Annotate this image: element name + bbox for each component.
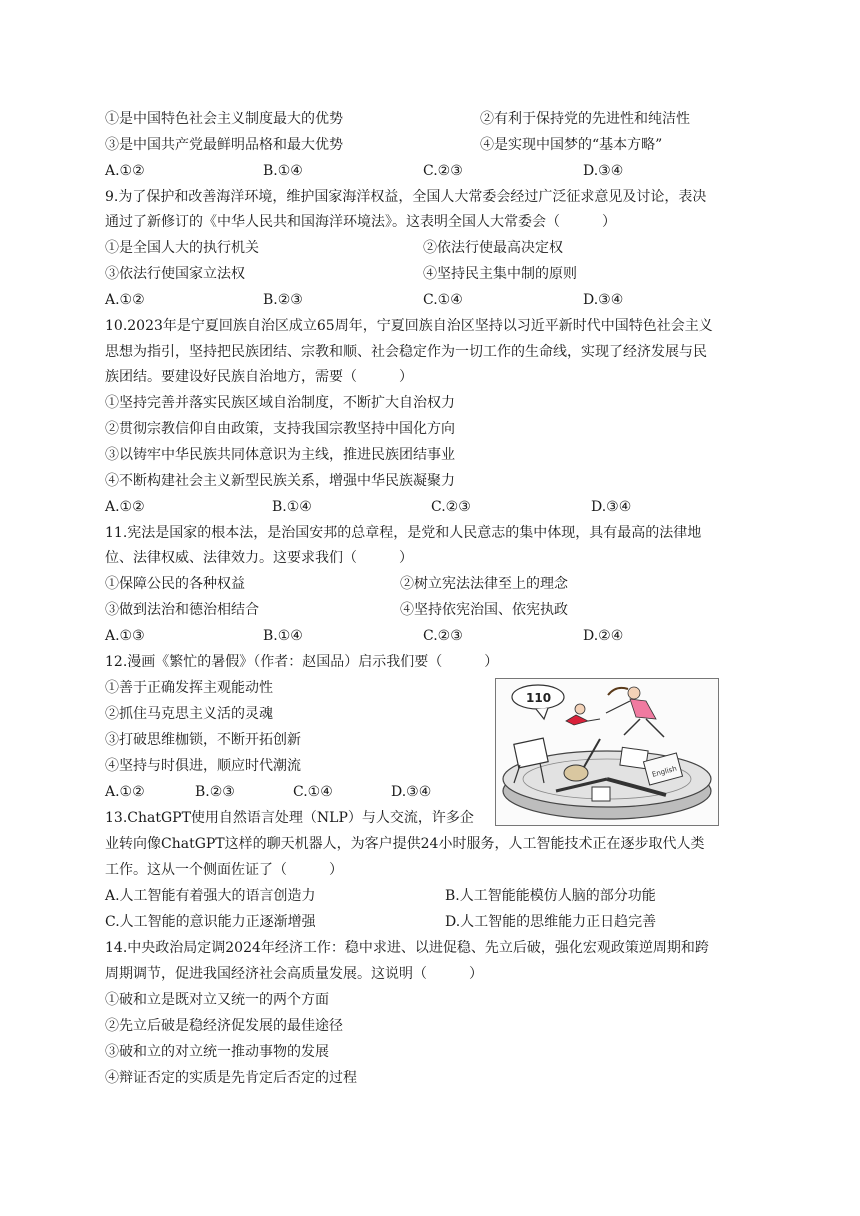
q10-choice-c[interactable]: C.②③ [431, 499, 471, 515]
q14-option-3: ③破和立的对立统一推动事物的发展 [105, 1044, 329, 1060]
q9-option-4: ④坚持民主集中制的原则 [423, 266, 577, 282]
q13-option-b[interactable]: B.人工智能能模仿人脑的部分功能 [445, 888, 656, 904]
q12-choice-b[interactable]: B.②③ [195, 784, 235, 800]
q12-choice-d[interactable]: D.③④ [391, 784, 432, 800]
q14-option-4: ④辩证否定的实质是先肯定后否定的过程 [105, 1070, 357, 1086]
q9-choice-a[interactable]: A.①② [105, 292, 145, 308]
q11-choice-d[interactable]: D.②④ [583, 628, 624, 644]
q12-choice-a[interactable]: A.①② [105, 784, 145, 800]
q9-choice-c[interactable]: C.①④ [423, 292, 463, 308]
q9-option-1: ①是全国人大的执行机关 [105, 240, 259, 256]
q10-option-4: ④不断构建社会主义新型民族关系，增强中华民族凝聚力 [105, 473, 455, 489]
cartoon-book-label: English [651, 764, 678, 779]
q12-option-1: ①善于正确发挥主观能动性 [105, 680, 273, 696]
q9-choice-b[interactable]: B.②③ [263, 292, 303, 308]
q9-stem-line2: 通过了新修订的《中华人民共和国海洋环境法》。这表明全国人大常委会（ ） [105, 214, 616, 230]
q9-option-3: ③依法行使国家立法权 [105, 266, 245, 282]
q10-option-2: ②贯彻宗教信仰自由政策，支持我国宗教坚持中国化方向 [105, 421, 455, 437]
q10-option-3: ③以铸牢中华民族共同体意识为主线，推进民族团结事业 [105, 447, 455, 463]
q9-choice-d[interactable]: D.③④ [583, 292, 624, 308]
q13-stem-line1: 13.ChatGPT使用自然语言处理（NLP）与人交流，许多企 [105, 810, 474, 826]
q8-choice-c[interactable]: C.②③ [423, 163, 463, 179]
q11-choice-c[interactable]: C.②③ [423, 628, 463, 644]
q13-option-c[interactable]: C.人工智能的意识能力正逐渐增强 [105, 914, 316, 930]
q14-stem-line2: 周期调节，促进我国经济社会高质量发展。这说明（ ） [105, 966, 483, 982]
q12-choice-c[interactable]: C.①④ [293, 784, 333, 800]
q11-option-2: ②树立宪法法律至上的理念 [400, 576, 568, 592]
q10-stem-line3: 族团结。要建设好民族自治地方，需要（ ） [105, 369, 413, 385]
q11-option-3: ③做到法治和德治相结合 [105, 602, 259, 618]
q10-choice-a[interactable]: A.①② [105, 499, 145, 515]
q11-option-4: ④坚持依宪治国、依宪执政 [400, 602, 568, 618]
q14-option-1: ①破和立是既对立又统一的两个方面 [105, 992, 329, 1008]
q12-option-2: ②抓住马克思主义活的灵魂 [105, 706, 273, 722]
cartoon-bubble-text: 110 [526, 691, 552, 705]
q13-option-a[interactable]: A.人工智能有着强大的语言创造力 [105, 888, 316, 904]
q8-option-3: ③是中国共产党最鲜明品格和最大优势 [105, 137, 343, 153]
q13-option-d[interactable]: D.人工智能的思维能力正日趋完善 [445, 914, 657, 930]
q12-stem: 12.漫画《繁忙的暑假》（作者：赵国品）启示我们要（ ） [105, 654, 499, 670]
q9-stem-line1: 9.为了保护和改善海洋环境，维护国家海洋权益，全国人大常委会经过广泛征求意见及讨论，表决 [105, 189, 707, 205]
q10-stem-line2: 思想为指引，坚持把民族团结、宗教和顺、社会稳定作为一切工作的生命线，实现了经济发展与民 [105, 344, 707, 360]
q10-choice-d[interactable]: D.③④ [591, 499, 632, 515]
cartoon-drawing [496, 679, 718, 825]
cartoon-image [495, 678, 719, 826]
q10-choice-b[interactable]: B.①④ [272, 499, 312, 515]
q9-option-2: ②依法行使最高决定权 [423, 240, 563, 256]
q12-option-3: ③打破思维枷锁，不断开拓创新 [105, 732, 301, 748]
q8-option-2: ②有利于保持党的先进性和纯洁性 [480, 111, 690, 127]
q11-stem-line1: 11.宪法是国家的根本法，是治国安邦的总章程，是党和人民意志的集中体现，具有最高的法律地 [105, 525, 702, 541]
q8-option-4: ④是实现中国梦的“基本方略” [480, 137, 663, 153]
q11-stem-line2: 位、法律权威、法律效力。这要求我们（ ） [105, 550, 413, 566]
q8-choice-b[interactable]: B.①④ [263, 163, 303, 179]
q10-stem-line1: 10.2023年是宁夏回族自治区成立65周年，宁夏回族自治区坚持以习近平新时代中国特色社会主义 [105, 318, 713, 334]
q13-stem-line2: 业转向像ChatGPT这样的聊天机器人，为客户提供24小时服务，人工智能技术正在逐步取代人类 [105, 836, 705, 852]
q10-option-1: ①坚持完善并落实民族区域自治制度，不断扩大自治权力 [105, 395, 455, 411]
q11-option-1: ①保障公民的各种权益 [105, 576, 245, 592]
q8-option-1: ①是中国特色社会主义制度最大的优势 [105, 111, 343, 127]
q11-choice-b[interactable]: B.①④ [263, 628, 303, 644]
q14-stem-line1: 14.中央政治局定调2024年经济工作：稳中求进、以进促稳、先立后破，强化宏观政策逆周期和跨 [105, 940, 709, 956]
q14-option-2: ②先立后破是稳经济促发展的最佳途径 [105, 1018, 343, 1034]
q8-choice-a[interactable]: A.①② [105, 163, 145, 179]
q12-option-4: ④坚持与时俱进，顺应时代潮流 [105, 758, 301, 774]
q8-choice-d[interactable]: D.③④ [583, 163, 624, 179]
q13-stem-line3: 工作。这从一个侧面佐证了（ ） [105, 862, 343, 878]
q11-choice-a[interactable]: A.①③ [105, 628, 145, 644]
